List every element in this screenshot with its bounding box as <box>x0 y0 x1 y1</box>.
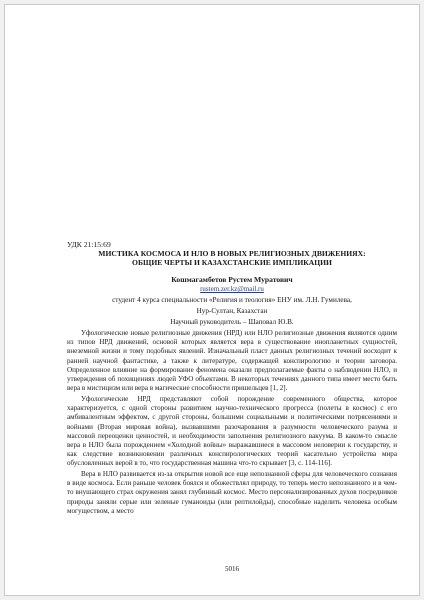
body-paragraph-2: Уфологические НРД представляют собой порождение современного общества, которое характеризуется, с одной стороны развитием научно-технического прогресса (полеты в космос) с его амбивалентным эффектом, с другой стороны, большими социальными и политическими потрясениями и войнами (Вторая мировая война), вызвавшими разочарования в разумности человеческого разума и массовой переоценки ценностей, и необходимости заполнения религиозного вакуума. В каком-то смысле вера в НЛО была порождением «Холодной войны» выражавшиеся в массовом неловерии к государству, и как следствие возникновении различных конспирологических теорий касательно устройства мира обусловленных верой в то, что государственная машина что-то скрывает [3, с. 114-116]. <box>67 394 397 468</box>
body-paragraph-3: Вера в НЛО развивается из-за открытия новой все еще непознанной сферы для человеческого сознания в виде космоса. Если раньше человек боялся и обожествлял природу, то теперь место непознанного и в чем-то внушающего страх окружения занял глубинный космос. Место персонализированных духов посредников природы заняли серые или зеленые гуманоиды (или рептилойды), способные наделить человека особым могуществом, а место <box>67 470 397 515</box>
title-line-1: МИСТИКА КОСМОСА И НЛО В НОВЫХ РЕЛИГИОЗНЫХ ДВИЖЕНИЯХ: <box>98 249 366 258</box>
body-paragraph-1: Уфологические новые религиозные движения (НРД) или НЛО религиозные движения являются одним из типов НРД движений, основой которых является вера в существование инопланетных сущностей, внеземной жизни и тому подобных явлений. Изначальный пласт данных религиозных течений восходит к ранней научной фантастике, а также к литературе, содержащей конспирологию и теории заговора. Определенное влияние на формирование феномена оказали предполагаемые факты о наблюдении НЛО, и утверждения об похищениях людей УФО объектами. В некоторых течениях данного типа имеет место быть вера в мистицизм или вера в магические способности пришельцев [1, 2]. <box>67 329 397 393</box>
supervisor-line: Научный руководитель – Шаповал Ю.В. <box>170 317 294 326</box>
author-name: Кошмагамбетов Рустем Муратович <box>171 275 293 284</box>
title-line-2: ОБЩИЕ ЧЕРТЫ И КАЗАХСТАНСКИЕ ИМПЛИКАЦИИ <box>132 258 332 268</box>
article-body <box>67 329 397 518</box>
affiliation-line: студент 4 курса специальности «Религия и теология» ЕНУ им. Л.Н. Гумилева, <box>112 296 352 304</box>
page-number: 5016 <box>225 565 239 573</box>
city-line: Нур-Султан, Казахстан <box>196 306 268 315</box>
author-affiliation-block <box>67 295 397 327</box>
udk-code: УДК 21:15:69 <box>67 240 111 249</box>
article-title <box>67 249 397 268</box>
author-email-link[interactable]: rustem.zer.kz@mail.ru <box>200 285 264 293</box>
page-frame <box>4 4 420 596</box>
document-page <box>67 5 397 595</box>
